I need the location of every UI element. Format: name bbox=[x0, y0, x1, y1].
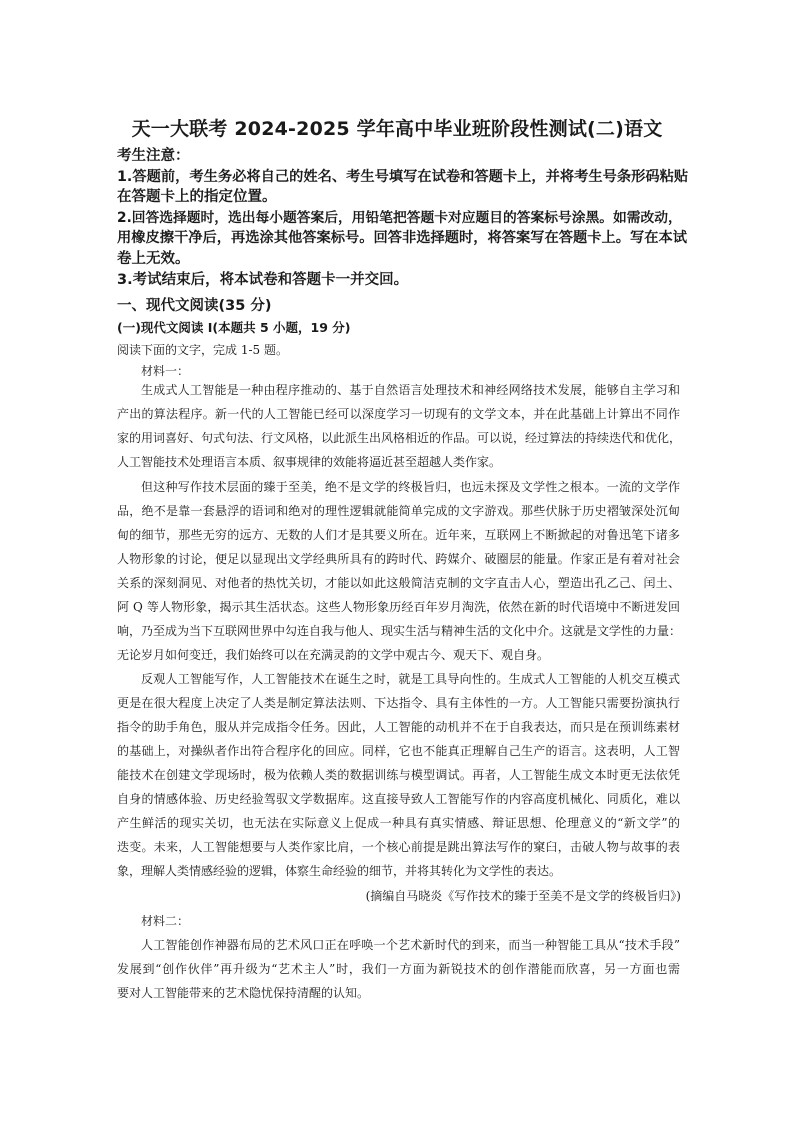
section-heading: 一、现代文阅读(35 分) bbox=[117, 298, 272, 314]
body-line: 自身的情感体验、历史经验驾驭文学数据库。这直接导致人工智能写作的内容高度机械化、同质化，难以 bbox=[117, 792, 680, 806]
subsection-heading: (一)现代文阅读 I(本题共 5 小题，19 分) bbox=[117, 320, 351, 335]
source-citation: (摘编自马晓炎《写作技术的臻于至美不是文学的终极旨归》) bbox=[365, 889, 681, 903]
body-line: 人工智能技术处理语言本质、叙事规律的效能将逼近甚至超越人类作家。 bbox=[117, 455, 502, 469]
body-line: 产出的算法程序。新一代的人工智能已经可以深度学习一切现有的文学文本，并在此基础上计算出不同作 bbox=[117, 407, 680, 421]
notes-heading: 考生注意： bbox=[117, 148, 190, 164]
body-line: 关系的深刻洞见、对他者的热忱关切，才能以如此这般简洁克制的文字直击人心，塑造出孔乙己、闰土、 bbox=[117, 576, 680, 590]
notes-line: 3.考试结束后，将本试卷和答题卡一并交回。 bbox=[117, 271, 409, 288]
body-line: 要对人工智能带来的艺术隐忧保持清醒的认知。 bbox=[117, 986, 370, 1000]
notes-line: 2.回答选择题时，选出每小题答案后，用铅笔把答题卡对应题目的答案标号涂黑。如需改动， bbox=[117, 209, 682, 226]
body-line: 反观人工智能写作，人工智能技术在诞生之时，就是工具导向性的。生成式人工智能的人机交互模式 bbox=[141, 672, 680, 686]
body-line: 人物形象的讨论，便足以显现出文学经典所具有的跨时代、跨媒介、破圈层的能量。作家正是有着对社会 bbox=[117, 552, 680, 566]
body-line: 家的用词喜好、句式句法、行文风格，以此派生出风格相近的作品。可以说，经过算法的持续迭代和优化， bbox=[117, 431, 682, 445]
body-line: 人工智能创作神器布局的艺术风口正在呼唤一个艺术新时代的到来，而当一种智能工具从“技术手段” bbox=[141, 938, 680, 952]
body-line: 阿 Q 等人物形象，揭示其生活状态。这些人物形象历经百年岁月淘洗，依然在新的时代语境中不断迸发回 bbox=[117, 600, 680, 614]
material1-label: 材料一： bbox=[141, 364, 190, 378]
notes-line: 在答题卡上的指定位置。 bbox=[117, 189, 277, 206]
notes-line: 1.答题前，考生务必将自己的姓名、考生号填写在试卷和答题卡上，并将考生号条形码粘贴 bbox=[117, 168, 689, 185]
exam-title: 天一大联考 2024-2025 学年高中毕业班阶段性测试(二)语文 bbox=[131, 118, 663, 140]
body-line: 甸的细节，那些无穷的远方、无数的人们才是其要义所在。近年来，互联网上不断掀起的对鲁迅笔下诸多 bbox=[117, 528, 680, 542]
body-line: 的基础上，对操纵者作出符合程序化的回应。同样，它也不能真正理解自己生产的语言。这表明，人工智 bbox=[117, 744, 680, 758]
candidate-notes bbox=[117, 146, 687, 290]
body-line: 象，理解人类情感经验的逻辑，体察生命经验的细节，并将其转化为文学性的表达。 bbox=[117, 864, 562, 878]
body-line: 产生鲜活的现实关切，也无法在实际意义上促成一种具有真实情感、辩证思想、伦理意义的“新文学”的 bbox=[117, 816, 680, 830]
body-line: 能技术在创建文学现场时，极为依赖人类的数据训练与模型调试。再者，人工智能生成文本时更无法依凭 bbox=[117, 768, 680, 782]
body-line: 迭变。未来，人工智能想要与人类作家比肩，一个核心前提是跳出算法写作的窠臼，击破人物与故事的表 bbox=[117, 840, 680, 854]
body-line: 发展到“创作伙伴”再升级为“艺术主人”时，我们一方面为新锐技术的创作潜能而欣喜，另一方面也需 bbox=[117, 962, 680, 976]
body-line: 指令的助手角色，服从并完成指令任务。因此，人工智能的动机并不在于自我表达，而只是在预训练素材 bbox=[117, 720, 680, 734]
instruction-text: 阅读下面的文字，完成 1-5 题。 bbox=[117, 343, 288, 357]
notes-line: 卷上无效。 bbox=[117, 250, 190, 267]
body-line: 生成式人工智能是一种由程序推动的、基于自然语言处理技术和神经网络技术发展，能够自主学习和 bbox=[141, 383, 680, 397]
body-line: 品，绝不是靠一套悬浮的语词和绝对的理性逻辑就能简单完成的文字游戏。那些伏脉于历史褶皱深处沉甸 bbox=[117, 504, 680, 518]
body-line: 但这种写作技术层面的臻于至美，绝不是文学的终极旨归，也远未探及文学性之根本。一流的文学作 bbox=[141, 480, 680, 494]
material2-label: 材料二： bbox=[141, 914, 190, 928]
body-line: 无论岁月如何变迁，我们始终可以在充满灵韵的文学中观古今、观天下、观自身。 bbox=[117, 648, 550, 662]
body-line: 更是在很大程度上决定了人类是制定算法法则、下达指令、具有主体性的一方。人工智能只需要扮演执行 bbox=[117, 696, 680, 710]
notes-line: 用橡皮擦干净后，再选涂其他答案标号。回答非选择题时，将答案写在答题卡上。写在本试 bbox=[117, 230, 688, 247]
body-line: 响，乃至成为当下互联网世界中勾连自我与他人、现实生活与精神生活的文化中介。这就是文学性的力量： bbox=[117, 624, 682, 638]
